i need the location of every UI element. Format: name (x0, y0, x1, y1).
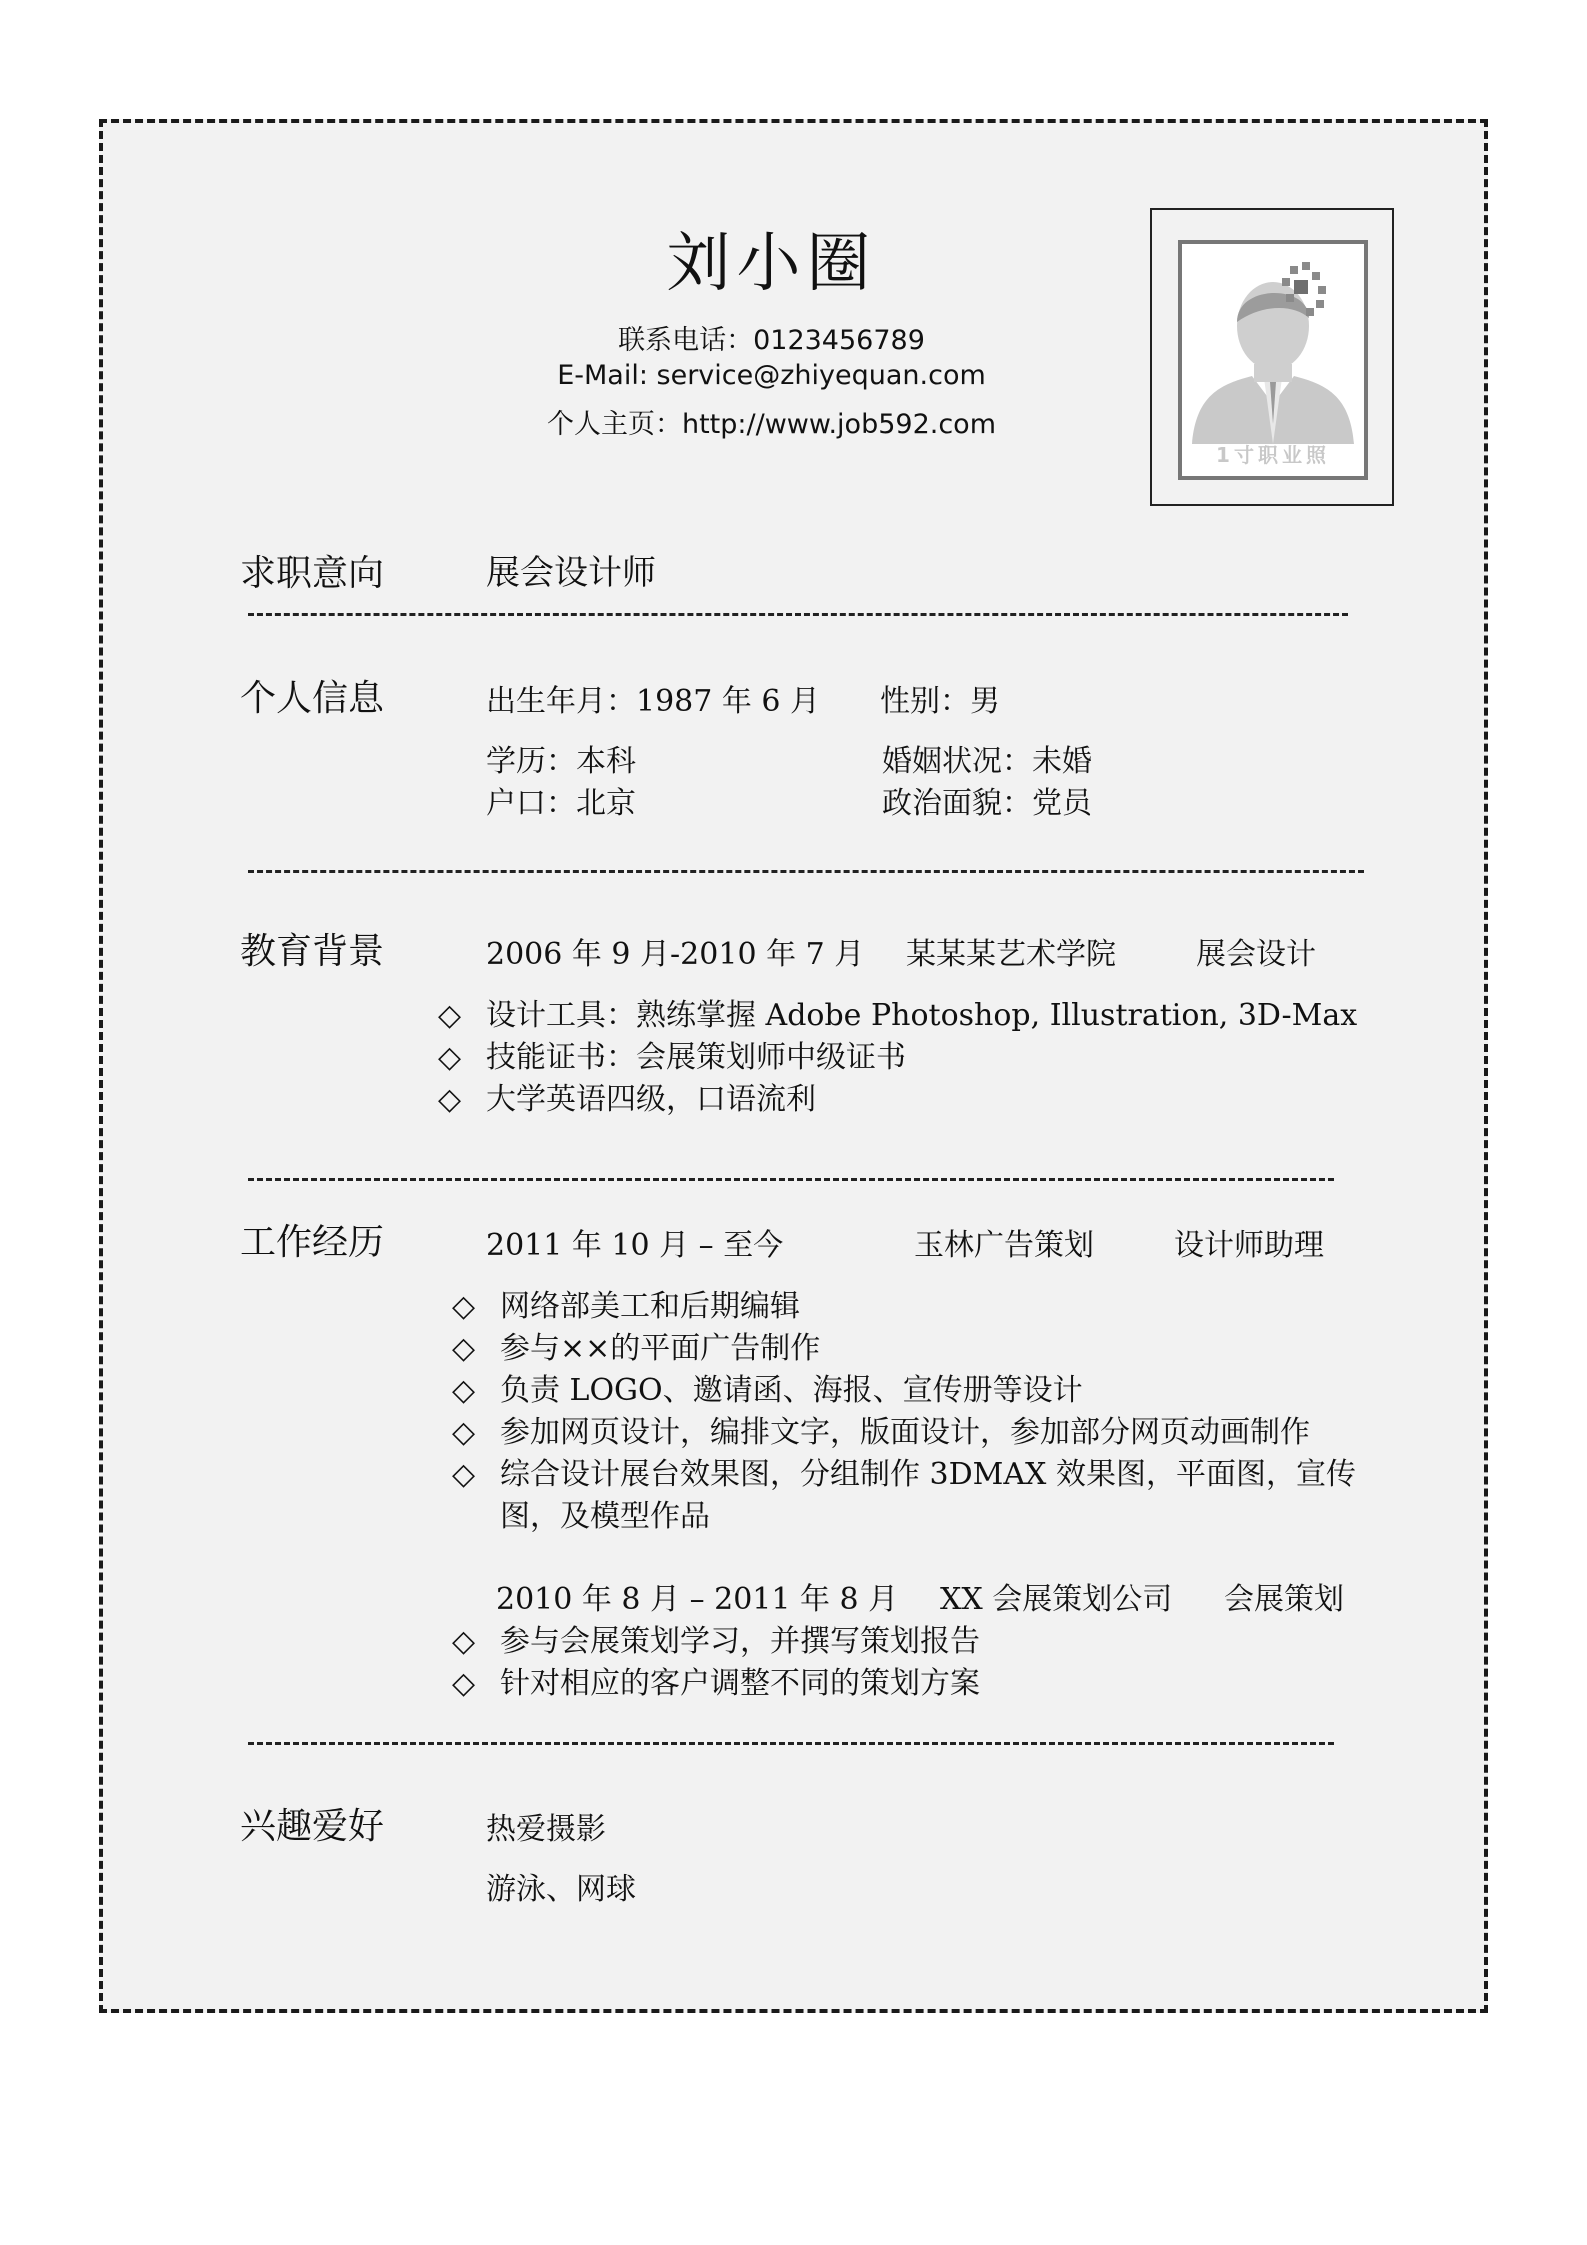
list-item: ◇ 设计工具：熟练掌握 Adobe Photoshop, Illustration, 3D-Max (438, 998, 1358, 1033)
divider (248, 870, 1364, 873)
birth-date: 出生年月：1987 年 6 月 (486, 684, 821, 719)
email-label: E-Mail: (557, 360, 657, 391)
education-major: 展会设计 (1196, 937, 1316, 972)
list-item: ◇ 网络部美工和后期编辑 (452, 1289, 800, 1324)
diamond-bullet-icon: ◇ (438, 998, 462, 1033)
diamond-bullet-icon: ◇ (452, 1289, 476, 1324)
list-item-continuation: 图，及模型作品 (500, 1499, 710, 1534)
list-item: ◇ 大学英语四级，口语流利 (438, 1082, 816, 1117)
divider (248, 1178, 1334, 1181)
list-item: ◇ 技能证书：会展策划师中级证书 (438, 1040, 906, 1075)
diamond-bullet-icon: ◇ (452, 1373, 476, 1408)
diamond-bullet-icon: ◇ (438, 1040, 462, 1075)
personal-heading: 个人信息 (240, 678, 385, 719)
work-heading: 工作经历 (240, 1222, 385, 1263)
phone-label: 联系电话： (618, 325, 754, 356)
hobbies-heading: 兴趣爱好 (240, 1806, 385, 1847)
education-period: 2006 年 9 月-2010 年 7 月 (486, 937, 865, 972)
hobby-line-2: 游泳、网球 (486, 1872, 636, 1907)
hobby-line-1: 热爱摄影 (486, 1812, 606, 1847)
candidate-name: 刘小圈 (666, 227, 877, 301)
diamond-bullet-icon: ◇ (438, 1082, 462, 1117)
marital-status: 婚姻状况：未婚 (882, 744, 1092, 779)
list-item: ◇ 综合设计展台效果图，分组制作 3DMAX 效果图，平面图，宣传 (452, 1457, 1356, 1492)
divider (248, 613, 1348, 616)
objective-heading: 求职意向 (240, 553, 385, 594)
photo-placeholder (1178, 240, 1368, 480)
email-value: service@zhiyequan.com (656, 360, 986, 391)
list-item: ◇ 参与××的平面广告制作 (452, 1331, 821, 1366)
hukou: 户口：北京 (486, 786, 636, 821)
phone-value: 0123456789 (753, 325, 925, 356)
photo-caption: 1寸职业照 (1216, 443, 1330, 467)
list-item: ◇ 针对相应的客户调整不同的策划方案 (452, 1666, 980, 1701)
education-level: 学历：本科 (486, 744, 636, 779)
photo-frame (1150, 208, 1394, 506)
job2-title: 会展策划 (1224, 1582, 1344, 1617)
list-item: ◇ 参加网页设计，编排文字，版面设计，参加部分网页动画制作 (452, 1415, 1310, 1450)
education-heading: 教育背景 (240, 931, 385, 972)
job1-title: 设计师助理 (1174, 1228, 1324, 1263)
job2-company: XX 会展策划公司 (940, 1582, 1173, 1617)
political-status: 政治面貌：党员 (882, 786, 1092, 821)
diamond-bullet-icon: ◇ (452, 1457, 476, 1492)
job1-company: 玉林广告策划 (914, 1228, 1094, 1263)
diamond-bullet-icon: ◇ (452, 1415, 476, 1450)
list-item: ◇ 负责 LOGO、邀请函、海报、宣传册等设计 (452, 1373, 1083, 1408)
job1-period: 2011 年 10 月 – 至今 (486, 1228, 784, 1263)
homepage-label: 个人主页： (546, 409, 682, 440)
objective-value: 展会设计师 (486, 553, 656, 593)
diamond-bullet-icon: ◇ (452, 1666, 476, 1701)
education-school: 某某某艺术学院 (906, 937, 1116, 972)
diamond-bullet-icon: ◇ (452, 1624, 476, 1659)
homepage-value: http://www.job592.com (681, 409, 996, 440)
gender: 性别：男 (880, 684, 1000, 719)
diamond-bullet-icon: ◇ (452, 1331, 476, 1366)
job2-period: 2010 年 8 月 – 2011 年 8 月 (496, 1582, 899, 1617)
list-item: ◇ 参与会展策划学习，并撰写策划报告 (452, 1624, 980, 1659)
divider (248, 1742, 1334, 1745)
